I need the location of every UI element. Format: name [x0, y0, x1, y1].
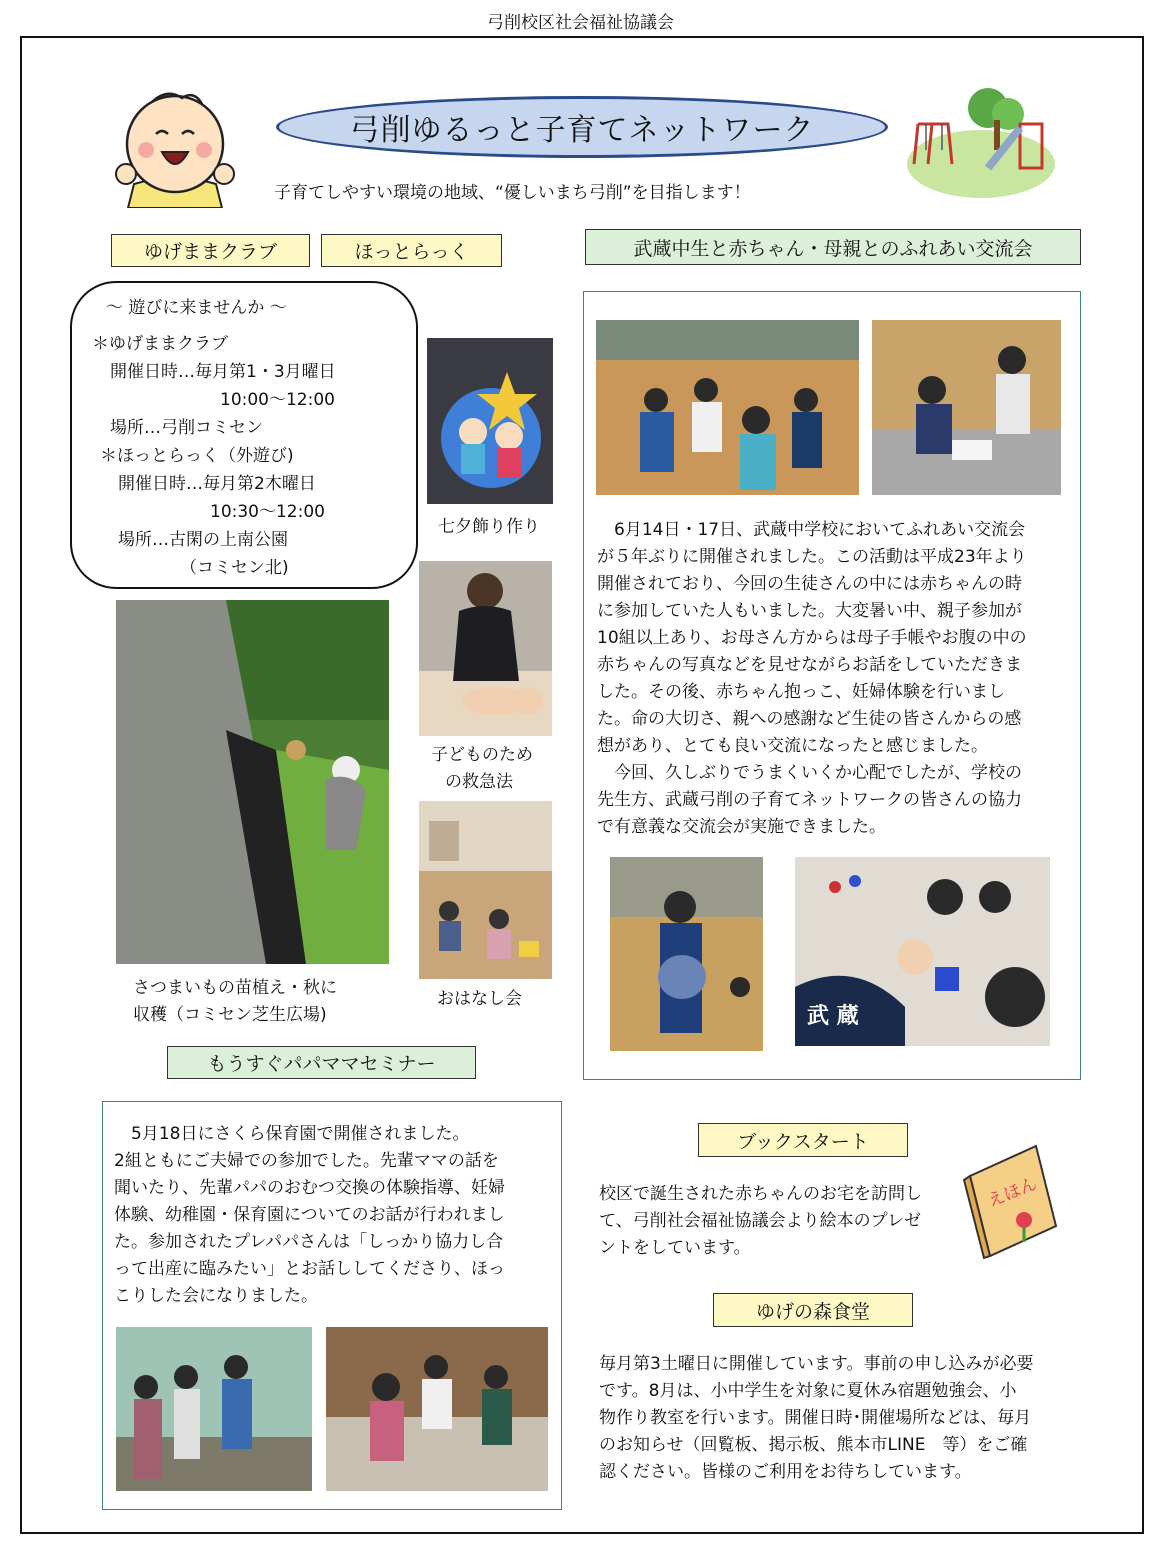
- label-bookstart: ブックスタート: [698, 1123, 908, 1157]
- seminar-line: 2組ともにご夫婦での参加でした。先輩ママの話を: [114, 1151, 499, 1171]
- musashi-line: が５年ぶりに開催されました。この活動は平成23年より: [597, 547, 1027, 567]
- musashi-photo-4: [795, 857, 1050, 1046]
- potato-caption-line2: 収穫（コミセン芝生広場): [133, 1005, 327, 1025]
- baby-illustration: [112, 84, 238, 208]
- playground-illustration: [904, 84, 1058, 200]
- seminar-line: こりした会になりました。: [114, 1286, 318, 1306]
- musashi-photo-1: [596, 320, 859, 495]
- page-subtitle: 子育てしやすい環境の地域、“優しいまち弓削”を目指します！: [274, 183, 751, 203]
- firstaid-caption-line2: の救急法: [445, 772, 513, 792]
- invite-heading: ～ 遊びに来ませんか ～: [106, 298, 287, 318]
- seminar-line: 聞いたり、先輩パパのおむつ交換の体験指導、妊婦: [114, 1178, 505, 1198]
- shokudo-line: のお知らせ（回覧板、掲示板、熊本市LINE 等）をご確: [599, 1435, 1028, 1455]
- organization-name: 弓削校区社会福祉協議会: [487, 13, 674, 33]
- page-title-text: 弓削ゆるっと子育てネットワーク: [349, 113, 815, 148]
- invite-line: 10:00～12:00: [220, 390, 335, 410]
- shokudo-paragraph: [599, 1351, 1033, 1486]
- invite-line: 開催日時…毎月第2木曜日: [118, 474, 316, 494]
- seminar-line: 体験、幼稚園・保育園についてのお話が行われまし: [114, 1205, 505, 1225]
- tanabata-photo: [427, 338, 553, 504]
- potato-caption-line1: さつまいもの苗植え・秋に: [133, 978, 337, 998]
- invite-line: （コミセン北): [180, 558, 289, 578]
- musashi-line: に参加していた人もいました。大変暑い中、親子参加が: [597, 601, 1022, 621]
- picture-book-illustration: [960, 1140, 1060, 1260]
- musashi-line: た。命の大切さ、親への感謝など生徒の皆さんからの感: [597, 709, 1022, 729]
- firstaid-caption-line1: 子どものため: [431, 745, 533, 765]
- shirt-text: 武 蔵: [807, 1004, 859, 1029]
- shokudo-line: 物作り教室を行います。開催日時･開催場所などは、毎月: [599, 1408, 1032, 1428]
- bookstart-paragraph: [599, 1181, 922, 1262]
- musashi-photo-3: [610, 857, 763, 1051]
- musashi-photo-2: [872, 320, 1061, 495]
- musashi-line: 想があり、とても良い交流になったと感じました。: [597, 736, 988, 756]
- firstaid-photo: [419, 561, 552, 736]
- storytime-photo: [419, 801, 552, 979]
- invite-line: 10:30～12:00: [210, 502, 325, 522]
- invite-line: 場所…古閑の上南公園: [118, 530, 288, 550]
- invite-line: ＊ゆげままクラブ: [92, 334, 228, 354]
- shokudo-line: 毎月第3土曜日に開催しています。事前の申し込みが必要: [599, 1354, 1034, 1374]
- storytime-caption: おはなし会: [437, 989, 522, 1009]
- invite-line: 場所…弓削コミセン: [110, 418, 263, 438]
- musashi-line: 開催されており、今回の生徒さんの中には赤ちゃんの時: [597, 574, 1022, 594]
- invite-line: ＊ほっとらっく（外遊び): [100, 446, 294, 466]
- bookstart-line: 校区で誕生された赤ちゃんのお宅を訪問し: [599, 1184, 922, 1204]
- seminar-photo-2: [326, 1327, 548, 1491]
- label-musashi: 武蔵中生と赤ちゃん・母親とのふれあい交流会: [585, 229, 1081, 265]
- label-seminar: もうすぐパパママセミナー: [167, 1046, 476, 1079]
- seminar-photo-1: [116, 1327, 312, 1491]
- musashi-paragraph: [597, 517, 1027, 841]
- musashi-line: 6月14日・17日、武蔵中学校においてふれあい交流会: [597, 520, 1026, 540]
- tanabata-caption: 七夕飾り作り: [438, 517, 540, 537]
- musashi-line: した。その後、赤ちゃん抱っこ、妊婦体験を行いまし: [597, 682, 1005, 702]
- seminar-line: って出産に臨みたい」とお話ししてくださり、ほっ: [114, 1259, 505, 1279]
- book-title-text: えほん: [985, 1173, 1040, 1212]
- shokudo-line: です。8月は、小中学生を対象に夏休み宿題勉強会、小: [599, 1381, 1017, 1401]
- label-shokudo: ゆげの森食堂: [713, 1293, 913, 1327]
- seminar-paragraph: [114, 1121, 505, 1310]
- page-title: [276, 96, 888, 158]
- invite-bubble: [70, 281, 418, 589]
- musashi-line: 先生方、武蔵弓削の子育てネットワークの皆さんの協力: [597, 790, 1022, 810]
- label-yugemama-club: ゆげままクラブ: [111, 234, 310, 267]
- seminar-line: た。参加されたプレパパさんは「しっかり協力し合: [114, 1232, 504, 1252]
- musashi-line: 赤ちゃんの写真などを見せながらお話をしていただきま: [597, 655, 1022, 675]
- seminar-line: 5月18日にさくら保育園で開催されました。: [114, 1124, 470, 1144]
- bookstart-line: て、弓削社会福祉協議会より絵本のプレゼ: [599, 1211, 921, 1231]
- shokudo-line: 認ください。皆様のご利用をお待ちしています。: [599, 1462, 972, 1482]
- invite-line: 開催日時…毎月第1・3月曜日: [110, 362, 336, 382]
- potato-planting-photo: [116, 600, 389, 964]
- musashi-line: で有意義な交流会が実施できました。: [597, 817, 886, 837]
- musashi-line: 今回、久しぶりでうまくいくか心配でしたが、学校の: [597, 763, 1022, 783]
- musashi-line: 10組以上あり、お母さん方からは母子手帳やお腹の中の: [597, 628, 1027, 648]
- bookstart-line: ントをしています。: [599, 1238, 751, 1258]
- label-hottorakku: ほっとらっく: [321, 234, 502, 267]
